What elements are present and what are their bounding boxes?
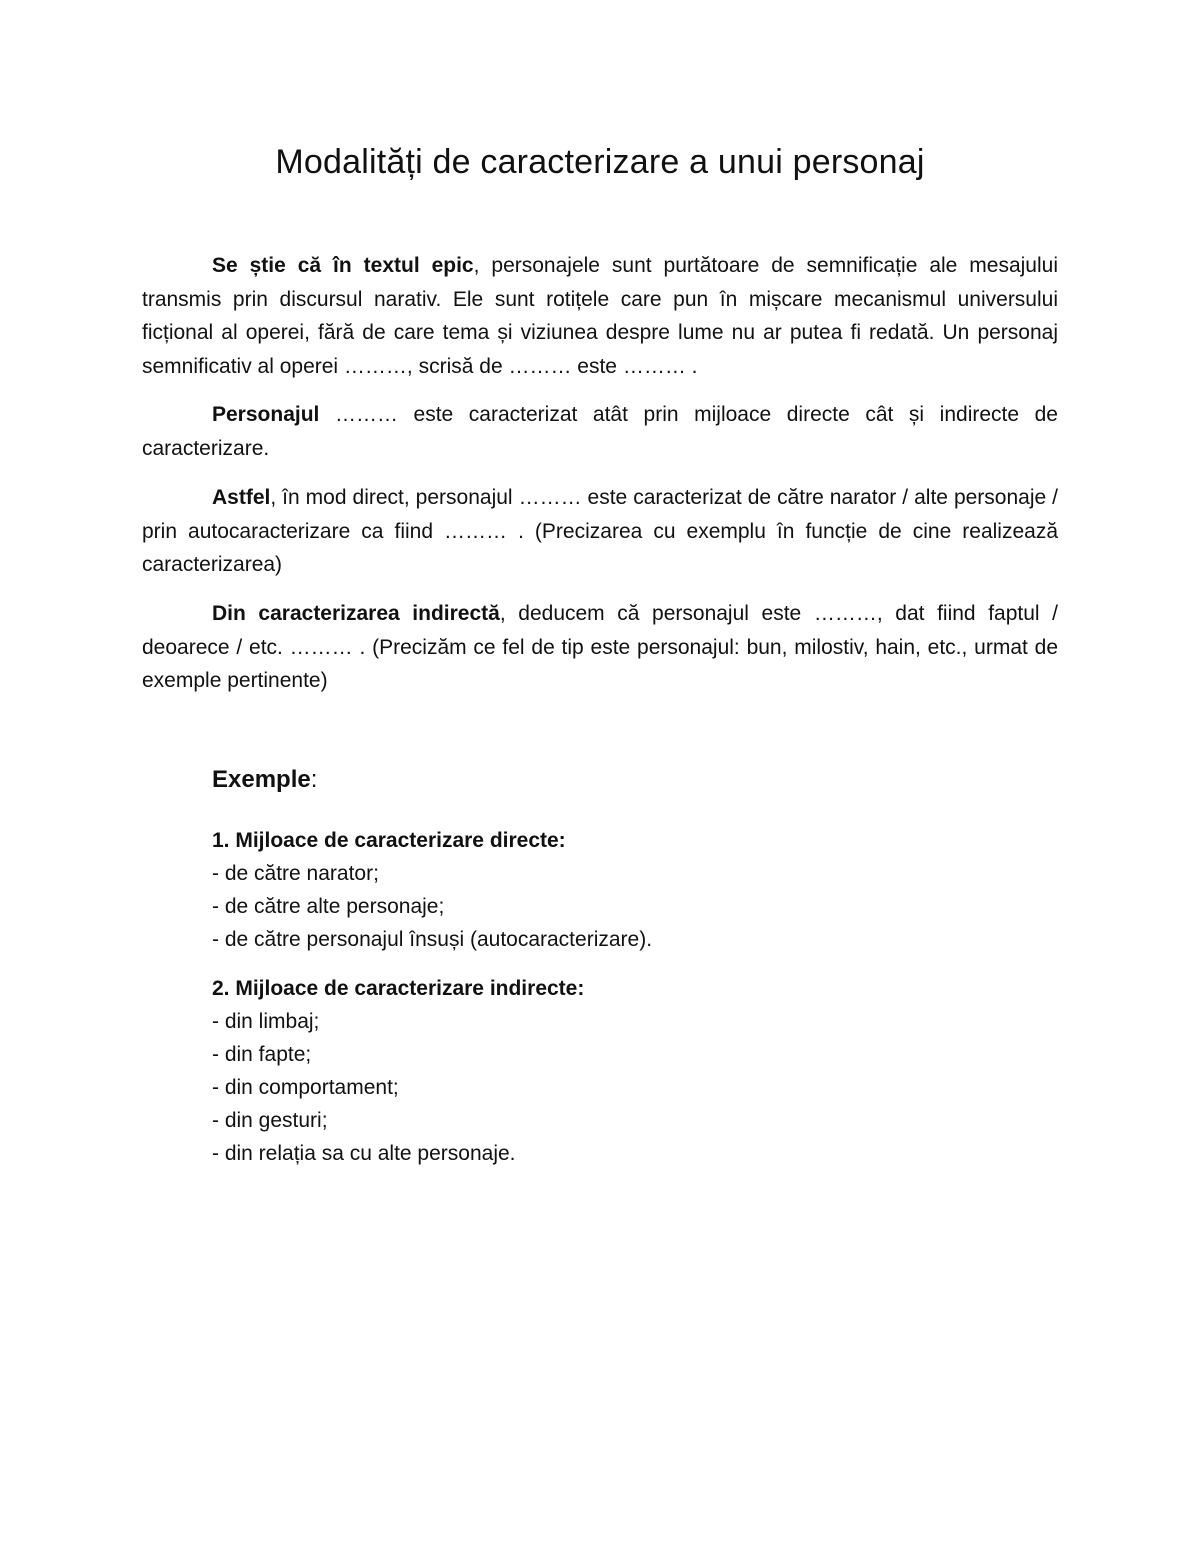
document-title: Modalități de caracterizare a unui personaj [275, 143, 925, 181]
examples-heading [212, 762, 1058, 798]
paragraph-character [142, 398, 1058, 465]
list-item: - din gesturi; [212, 1109, 328, 1132]
paragraph-body: , personajele sunt purtătoare de semnificație ale mesajului transmis prin discursul narativ. Ele sunt rotițele care pun în mișcare mecanismul universului ficțional al operei, fără de care tema și viziunea despre lume nu ar putea fi redată. Un personaj semnificativ al operei ………, scrisă de ……… este ……… . [142, 254, 1058, 378]
group-title: 2. Mijloace de caracterizare indirecte: [212, 977, 585, 1000]
examples-heading-colon: : [310, 766, 318, 793]
paragraph-direct [142, 481, 1058, 582]
paragraph-lead: Se știe că în textul epic [212, 254, 474, 277]
list-item: - din relația sa cu alte personaje. [212, 1142, 516, 1165]
list-item: - din limbaj; [212, 1010, 320, 1033]
list-item: - de către personajul însuși (autocaracterizare). [212, 928, 653, 951]
examples-section [212, 762, 1058, 1186]
group-list [212, 1005, 1058, 1170]
list-item: - din fapte; [212, 1043, 312, 1066]
examples-group-indirect [212, 972, 1058, 1170]
list-item: - de către alte personaje; [212, 895, 445, 918]
list-item: - din comportament; [212, 1076, 399, 1099]
examples-heading-text: Exemple [212, 766, 311, 793]
paragraph-intro [142, 249, 1058, 383]
group-list [212, 857, 1058, 956]
paragraph-lead: Din caracterizarea indirectă [212, 602, 500, 625]
group-title: 1. Mijloace de caracterizare directe: [212, 829, 566, 852]
paragraph-body: , în mod direct, personajul ……… este caracterizat de către narator / alte personaje / prin autocaracterizare ca fiind ……… . (Precizarea cu exemplu în funcție de cine realizează caracterizarea) [142, 486, 1058, 576]
paragraph-body: , deducem că personajul este ………, dat fiind faptul / deoarece / etc. ……… . (Precizăm ce fel de tip este personajul: bun, milostiv, hain, etc., urmat de exemple pertinente) [142, 602, 1058, 692]
paragraph-lead: Personajul [212, 403, 320, 426]
paragraph-body: ……… este caracterizat atât prin mijloace directe cât și indirecte de caracterizare. [142, 403, 1058, 460]
list-item: - de către narator; [212, 862, 379, 885]
paragraph-lead: Astfel [212, 486, 271, 509]
paragraph-indirect [142, 597, 1058, 698]
examples-group-direct [212, 824, 1058, 956]
